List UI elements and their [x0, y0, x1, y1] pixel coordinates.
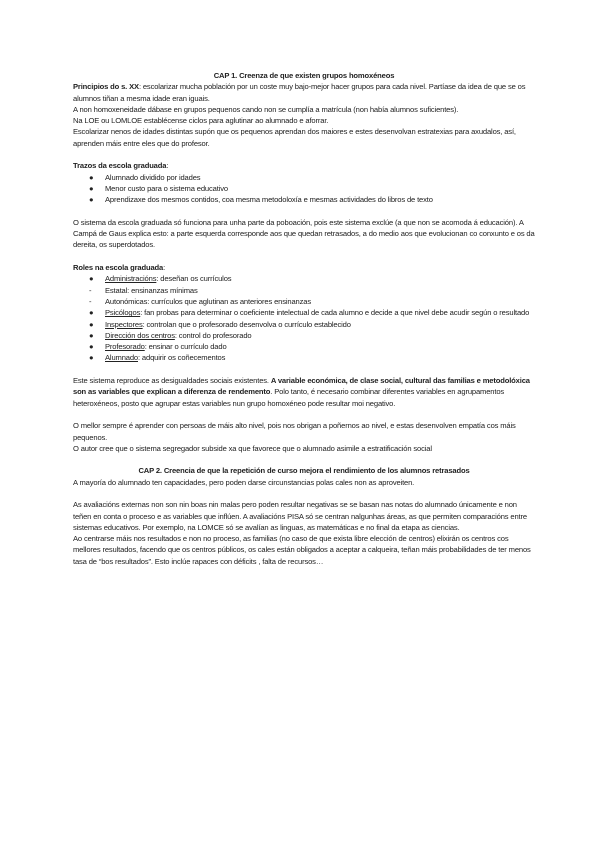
paragraph-homoxeneidade: A non homoxeneidade dábase en grupos pequenos cando non se cumplía a matrícula (non había alumnos suficientes). — [73, 104, 459, 114]
role-term: Administracións — [105, 274, 157, 284]
paragraph-loe: Na LOE ou LOMLOE establécense ciclos para aglutinar ao alumnado e aforrar. — [73, 116, 329, 126]
roles-list — [73, 273, 535, 363]
trazos-heading: Trazos da escola graduada: — [73, 161, 169, 171]
bullet-icon: ● — [89, 319, 94, 329]
role-term: Alumnado — [105, 353, 138, 363]
role-desc: : ensinar o currículo dado — [144, 342, 227, 352]
role-desc: : deseñan os currículos — [156, 274, 232, 284]
paragraph-escolarizar: Escolarizar nenos de idades distintas supón que os pequenos aprendan dos maiores e estes desenvolvan estratexias para axudalos, así, aprenden máis entre eles que do profesor. — [73, 127, 516, 148]
role-desc: Autonómicas: currículos que aglutinan as anteriores ensinanzas — [105, 296, 311, 306]
trazos-heading-text: Trazos da escola graduada — [73, 161, 167, 171]
list-item — [73, 285, 535, 296]
bullet-icon: ● — [89, 342, 94, 352]
role-desc: Estatal: ensinanzas mínimas — [105, 285, 198, 295]
paragraph-mellor: O mellor sempre é aprender con persoas de máis alto nivel, pois nos obrigan a poñernos ao nivel, e estas desenvolven empatía cos máis pequenos. — [73, 421, 516, 442]
desigualdades-end: . Polo tanto, é necesario combinar diferentes variables en agrupamentos heteroxéneos, posto que agrupar estas variables nun grupo homoxéneo pode resultar moi negativo. — [73, 387, 505, 408]
bullet-icon: ● — [89, 330, 94, 340]
role-desc: : control do profesorado — [174, 330, 252, 340]
principios-label: Principios do s. XX — [73, 82, 139, 92]
list-item — [73, 352, 535, 363]
paragraph-mayoria: A mayoría do alumnado ten capacidades, pero poden darse circunstancias polas cales non as aproveiten. — [73, 477, 415, 487]
bullet-icon: ● — [89, 172, 94, 182]
list-item — [73, 319, 535, 330]
paragraph-principios — [73, 81, 535, 104]
bullet-icon: ● — [89, 308, 94, 318]
list-item-text: Aprendizaxe dos mesmos contidos, coa mesma metodoloxía e mesmas actividades do libros de texto — [105, 195, 433, 205]
dash-icon: - — [89, 296, 92, 306]
paragraph-escola-graduada: O sistema da escola graduada só funciona para unha parte da poboación, pois este sistema exclúe (a que non se acomoda á educación). A Campá de Gaus explica esto: a parte esquerda corresponde aos que quedan retrasados, a do medio aos que evolucionan co conxunto e os da dereita, os superdotados. — [73, 217, 535, 250]
chapter-2-title: CAP 2. Creencia de que la repetición de curso mejora el rendimiento de los alumnos retrasados — [138, 466, 470, 476]
list-item-text: Menor custo para o sistema educativo — [105, 183, 228, 193]
list-item — [73, 296, 535, 307]
document-page — [73, 70, 535, 567]
chapter-1-title: CAP 1. Creenza de que existen grupos homoxéneos — [213, 71, 395, 80]
role-term: Inspectores — [105, 319, 143, 329]
list-item — [73, 194, 535, 205]
bullet-icon: ● — [89, 195, 94, 205]
bullet-icon: ● — [89, 274, 94, 284]
paragraph-avaliacions: As avaliacións externas non son nin boas nin malas pero poden resultar negativas se se basan nas notas do alumnado únicamente e non teñen en conta o proceso e as variables que inflúen. A avaliacións PISA só se centran nalgunhas áreas, as que permiten comparacións entre sistemas educativos. Por exemplo, na LOMCE só se avalían as linguas, as matemáticas e no final da etapa as ciencias. — [73, 500, 527, 532]
list-item — [73, 183, 535, 194]
roles-heading: Roles na escola graduada: — [73, 263, 166, 273]
list-item — [73, 307, 535, 318]
role-term: Psicólogos — [105, 308, 141, 318]
role-term: Profesorado — [105, 342, 145, 352]
bullet-icon: ● — [89, 183, 94, 193]
role-desc: : fan probas para determinar o coeficiente intelectual de cada alumno e decide a que nivel debe acudir según o resultado — [140, 308, 530, 318]
list-item — [73, 341, 535, 352]
list-item — [73, 330, 535, 341]
principios-text: : escolarizar mucha población por un coste muy bajo-mejor hacer grupos para cada nivel. Partíase da idea de que se os alumnos tiñan a mesma idade eran iguais. — [73, 82, 526, 103]
trazos-list — [73, 172, 535, 206]
desigualdades-start: Este sistema reproduce as desigualdades sociais existentes. — [73, 376, 271, 386]
dash-icon: - — [89, 285, 92, 295]
paragraph-autor: O autor cree que o sistema segregador subside xa que favorece que o alumnado asimile a estratificación social — [73, 443, 432, 453]
list-item — [73, 273, 535, 284]
role-desc: : controlan que o profesorado desenvolva o currículo establecido — [142, 319, 351, 329]
bullet-icon: ● — [89, 353, 94, 363]
list-item — [73, 172, 535, 183]
desigualdades-bold: A variable económica, de clase social, cultural das familias e metodolóxica son as variables que explican a diferenza de rendemento — [73, 376, 530, 397]
list-item-text: Alumnado dividido por idades — [105, 172, 201, 182]
role-term: Dirección dos centros — [105, 330, 175, 340]
paragraph-desigualdades — [73, 375, 535, 409]
role-desc: : adquirir os coñecementos — [138, 353, 226, 363]
roles-heading-text: Roles na escola graduada — [73, 263, 164, 273]
paragraph-resultados: Ao centrarse máis nos resultados e non no proceso, as familias (no caso de que exista libre elección de centros) elixirán os centros cos mellores resultados, facendo que os centros públicos, os cales están obligados a aceptar a calqueira, teñan máis probabilidades de ter menos tasa de “bos resultados”. Esto inclúe rapaces con déficits , falta de recursos… — [73, 534, 531, 566]
